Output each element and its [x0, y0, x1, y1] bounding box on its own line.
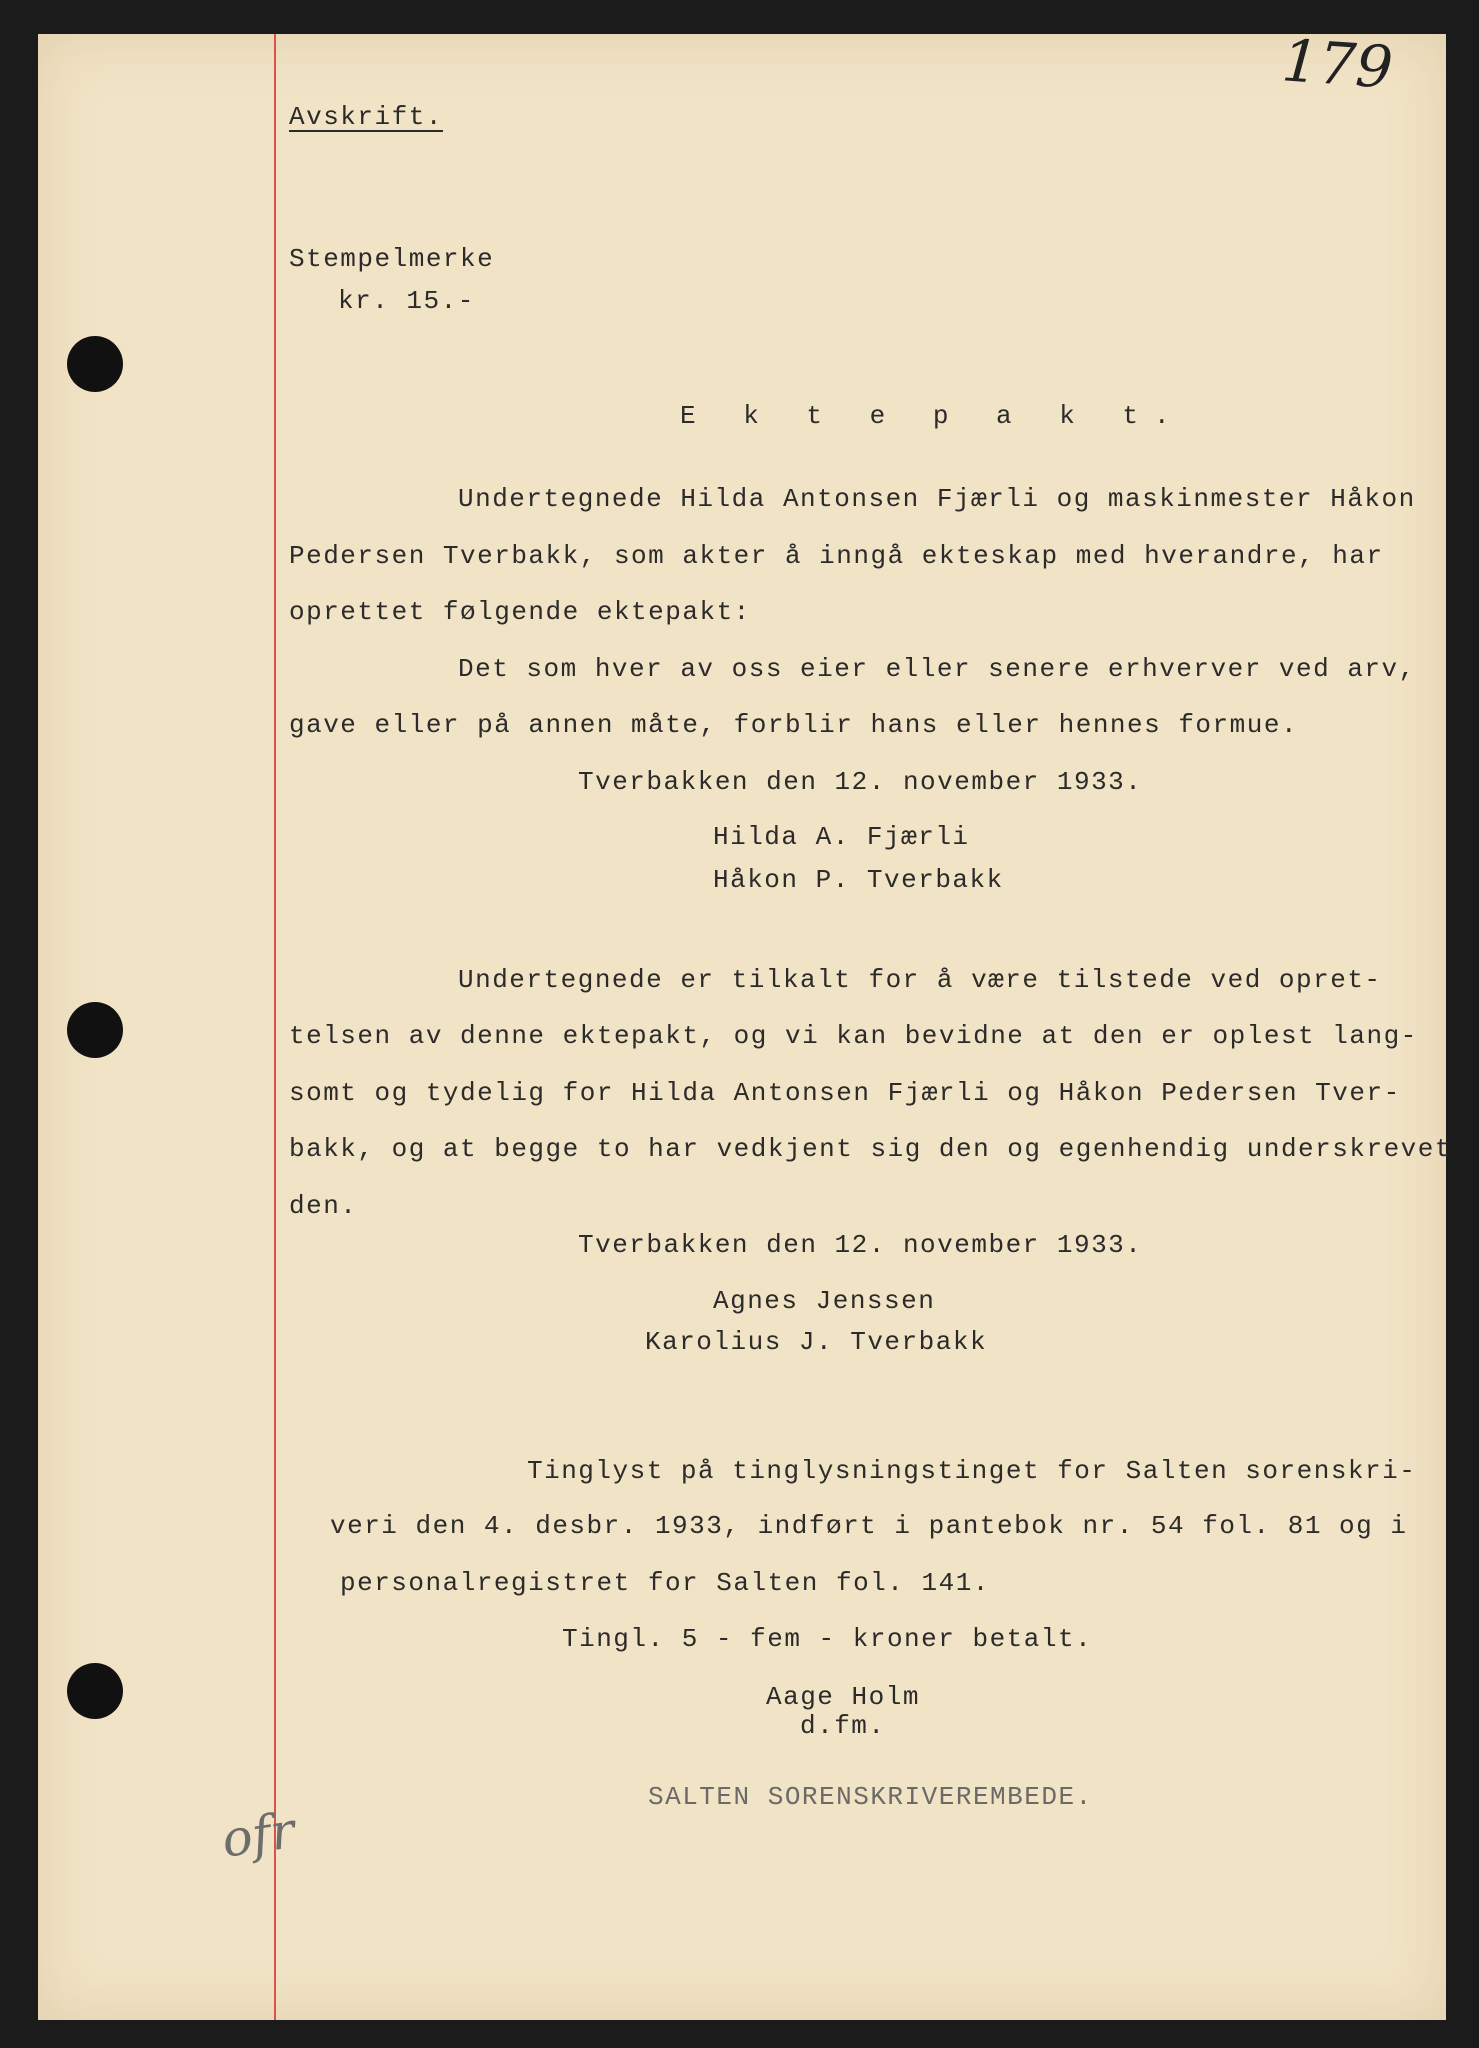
signer-name: Hilda A. Fjærli: [713, 822, 970, 852]
para3-line: Undertegnede er tilkalt for å være tilstede ved opret-: [458, 965, 1382, 995]
date-line: Tverbakken den 12. november 1933.: [578, 1230, 1143, 1260]
registration-line: veri den 4. desbr. 1933, indført i pantebok nr. 54 fol. 81 og i: [330, 1511, 1408, 1541]
registration-line: Tinglyst på tinglysningstinget for Salten sorenskri-: [527, 1456, 1417, 1486]
para1-line: Pedersen Tverbakk, som akter å inngå ekteskap med hverandre, har: [289, 541, 1384, 571]
witness-name: Karolius J. Tverbakk: [645, 1327, 988, 1357]
handwritten-initials: ofr: [218, 1801, 299, 1869]
para3-line: somt og tydelig for Hilda Antonsen Fjærli og Håkon Pedersen Tver-: [289, 1078, 1401, 1108]
witness-name: Agnes Jenssen: [713, 1286, 936, 1316]
para3-line: den.: [289, 1191, 358, 1221]
page-number: 179: [1279, 26, 1395, 102]
signer-name: Håkon P. Tverbakk: [713, 865, 1004, 895]
stamp-amount: kr. 15.-: [338, 286, 475, 316]
office-name: SALTEN SORENSKRIVEREMBEDE.: [648, 1782, 1093, 1812]
date-line: Tverbakken den 12. november 1933.: [578, 767, 1143, 797]
official-title: d.fm.: [800, 1711, 886, 1741]
stamp-label: Stempelmerke: [289, 244, 495, 274]
para2-line: gave eller på annen måte, forblir hans eller hennes formue.: [289, 710, 1299, 740]
margin-line: [274, 34, 276, 2020]
para1-line: oprettet følgende ektepakt:: [289, 597, 751, 627]
heading: Avskrift.: [289, 102, 443, 132]
registration-line: personalregistret for Salten fol. 141.: [340, 1568, 990, 1598]
para3-line: bakk, og at begge to har vedkjent sig den og egenhendig underskrevet: [289, 1134, 1452, 1164]
fee-line: Tingl. 5 - fem - kroner betalt.: [562, 1624, 1093, 1654]
punch-hole: [67, 1002, 123, 1058]
document-title: E k t e p a k t.: [680, 401, 1186, 431]
para1-line: Undertegnede Hilda Antonsen Fjærli og maskinmester Håkon: [458, 484, 1416, 514]
punch-hole: [67, 336, 123, 392]
para2-line: Det som hver av oss eier eller senere erhverver ved arv,: [458, 654, 1416, 684]
official-name: Aage Holm: [766, 1682, 920, 1712]
punch-hole: [67, 1663, 123, 1719]
para3-line: telsen av denne ektepakt, og vi kan bevidne at den er oplest lang-: [289, 1021, 1418, 1051]
